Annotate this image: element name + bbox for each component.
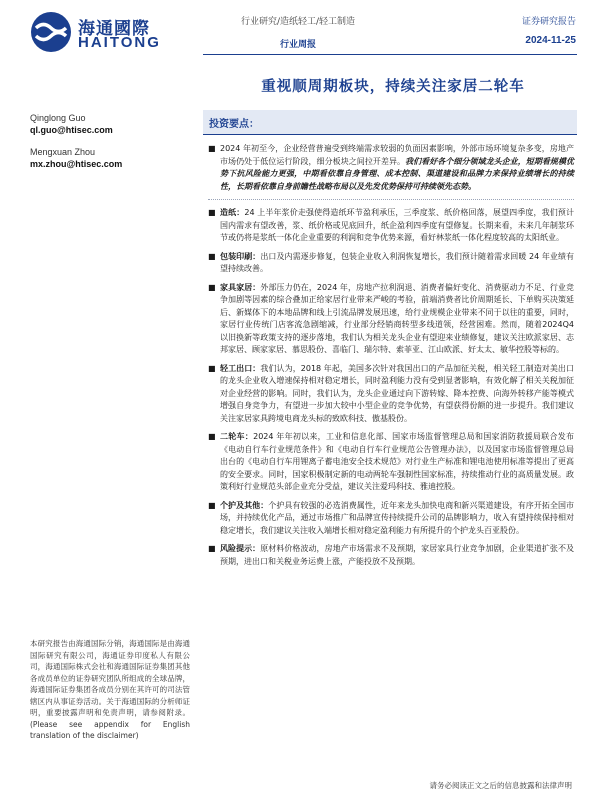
bullet-text: 24 上半年浆价走强使得造纸环节盈利承压，三季度浆、纸价格回落，展望四季度，我们预计国内需求有望改善，浆、纸价格或见底回升，纸企盈利四季度有望修复。长期来看，未来几年制浆环节或仍将是浆纸一体化企业重要的利润和竞争优势来源，看好林浆纸一体化程度较高的太阳纸业。 (220, 208, 575, 242)
bullet-lead: 造纸： (220, 208, 245, 217)
bullet-text: 我们认为，2018 年起，美国多次针对我国出口的产品加征关税，相关轻工制造对美出口的龙头企业收入增速保持相对稳定增长，同时盈利能力没有受到显著影响，有效化解了相关关税加征对企业经营的影响。同时，我们认为，龙头企业通过向下游转嫁、降本控费、向海外转移产能等模式增强自身竞争力，有望进一步加大较中小型企业的竞争优势，有望获得份额的进一步提升。我们建议关注家居家具跨境电商龙头标的致欧科技、傲基股份。 (220, 363, 575, 423)
bullet-lead: 包装印刷： (220, 251, 261, 261)
haitong-logo (30, 11, 180, 53)
key-points-list (208, 143, 574, 574)
bullet-item (208, 543, 574, 568)
author-list (30, 112, 200, 180)
haitong-logo-mark-icon (30, 11, 72, 53)
key-points-heading: 投资要点： (203, 110, 577, 134)
bullet-item (208, 251, 574, 276)
bullet-text: 个护具有较强的必选消费属性，近年来龙头加快电商和新兴渠道建设，有序开拓全国市场，并持续优化产品，通过市场推广和品牌宣传持续提升公司的品牌影响力，收入有望持续保持相对稳定增长，我们建议关注收入端增长相对稳定盈利能力有所提升的个护龙头百亚股份。 (220, 500, 574, 535)
author-entry (30, 146, 200, 170)
header-categories: 行业研究/造纸轻工/轻工制造 (240, 17, 356, 27)
bullet-emphasis: 我们看好各个细分领域龙头企业，短期看规模优势下抗风险能力更强，中期看依靠自身管理、成本控制、渠道建设和品牌力来保持业绩增长的持续性，长期看依靠自身前瞻性战略布局以及先发优势保持可持续领先态势。 (220, 156, 575, 191)
bullet-icon: ■ (208, 282, 216, 292)
report-type: 行业周报 (279, 40, 316, 50)
bullet-icon: ■ (208, 544, 216, 553)
logo-english-text: HAITONG (78, 34, 161, 51)
author-name: Mengxuan Zhou (30, 147, 96, 157)
author-entry (30, 112, 200, 136)
bullet-icon: ■ (208, 251, 216, 261)
bullet-icon: ■ (208, 208, 216, 217)
bullet-item (208, 363, 574, 426)
key-points-divider (203, 134, 577, 135)
author-name: Qinglong Guo (30, 113, 86, 123)
bullet-icon: ■ (208, 500, 216, 510)
bullet-separator (208, 199, 574, 200)
bullet-lead: 二轮车： (220, 432, 254, 441)
bullet-icon: ■ (208, 432, 216, 441)
bullet-item (208, 431, 574, 494)
bullet-icon: ■ (208, 144, 216, 153)
report-header (0, 0, 600, 64)
bullet-item (208, 207, 574, 245)
bullet-item (208, 500, 574, 538)
header-divider (203, 54, 577, 55)
bullet-text: 出口及内需逐步修复，包装企业收入利润恢复增长，我们预计随着需求回暖 24 年业绩有望持续改善。 (220, 251, 575, 273)
logo-chinese-text: 海通國際 (78, 19, 150, 39)
report-series: 证券研究报告 (521, 17, 576, 27)
footer-legal-note: 请务必阅读正文之后的信息披露和法律声明 (429, 781, 572, 790)
bullet-text: 原材料价格波动，房地产市场需求不及预期，家居家具行业竞争加剧，企业渠道扩张不及预期，进出口和关税业务运费上涨，产能投放不及预期。 (220, 544, 574, 566)
report-date: 2024-11-25 (525, 35, 576, 46)
bullet-lead: 风险提示： (220, 544, 261, 553)
disclaimer-text: 本研究报告由海通国际分销，海通国际是由海通国际研究有限公司，海通证券印度私人有限公司，海通国际株式会社和海通国际证券集团其他各成员单位的证券研究团队所组成的全球品牌，海通国际证券集团各成员分别在其许可的司法管辖区内从事证券活动。关于海通国际的分析师证明，重要披露声明和免责声明，请参阅附录。(Please see appendix for English translation of the disclaimer) (30, 639, 190, 740)
bullet-lead: 个护及其他： (220, 500, 269, 510)
header-center (218, 14, 378, 50)
header-right (522, 14, 576, 46)
author-email[interactable]: mx.zhou@htisec.com (30, 159, 123, 169)
author-email[interactable]: ql.guo@htisec.com (30, 125, 113, 135)
bullet-text: 2024 年初至今，企业经营普遍受到终端需求较弱的负面因素影响，外部市场环境复杂多变，房地产市场仍处于低位运行阶段，细分板块之间拉开差异。 (220, 144, 574, 166)
bullet-item (208, 143, 574, 193)
bullet-text: 2024 年年初以来，工业和信息化部、国家市场监督管理总局和国家消防救援局联合发布《电动自行车行业规范条件》和《电动自行车行业规范公告管理办法》，以及国家市场监督管理总局出台的《电动自行车用锂离子蓄电池安全技术规范》对行业生产标准和锂电池使用标准等提出了更高的安全要求。同时，国家积极制定新的电动两轮车强制性国家标准，持续推动行业的高质量发展。政策利好行业规范头部企业充分受益，建议关注爱玛科技、雅迪控股。 (220, 432, 574, 491)
bullet-text: 外部压力仍在，2024 年，房地产拉利润退、消费者偏好变化、消费驱动力不足、行业竞争加剧等因素的综合叠加正给家居行业带来严峻的考验，前端消费者比价周期延长、下单购买决策延后、新媒体下的本地品牌和线上引流品牌发展迅速，给行业规模企业带来不同于以往的重要，同时，家居行业传统门店客流急剧缩减，行业部分经销商转型多线道领，经营困难。然而，随着2024Q4 以旧换新等政策支持的逐步落地，我们认为相关龙头企业有望迎来业绩修复，建议关注欧派家居、志邦家居、顾家家居、慕思股份、喜临门、瑞尔特、索菲亚、江山欧派、好太太、敏华控股等标的。 (220, 282, 575, 354)
bullet-icon: ■ (208, 363, 216, 373)
bullet-lead: 轻工出口： (220, 363, 261, 373)
bullet-lead: 家具家居： (220, 282, 261, 292)
bullet-item (208, 282, 574, 357)
report-title: 重视顺周期板块，持续关注家居二轮车 (261, 79, 525, 95)
